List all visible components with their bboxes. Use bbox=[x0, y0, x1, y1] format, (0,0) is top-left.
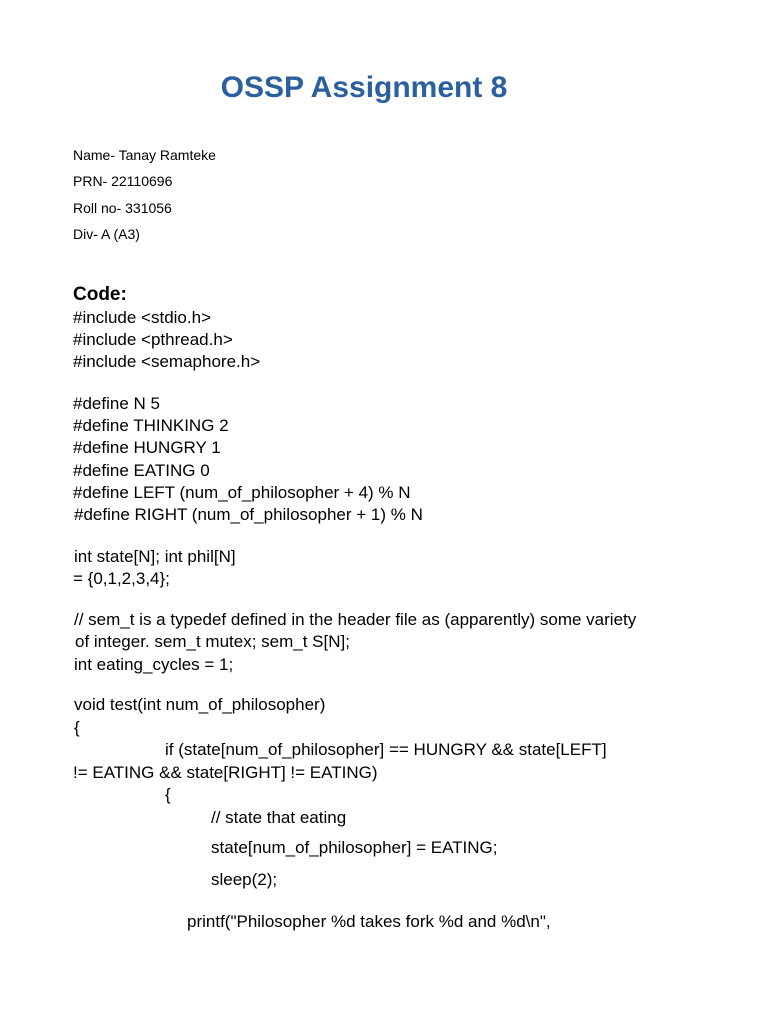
student-roll-number: Roll no- 331056 bbox=[73, 200, 172, 216]
code-line: #define HUNGRY 1 bbox=[73, 438, 221, 457]
code-heading: Code: bbox=[73, 284, 127, 305]
code-line: int eating_cycles = 1; bbox=[74, 655, 234, 674]
code-line: #include <stdio.h> bbox=[73, 308, 211, 327]
code-line: sleep(2); bbox=[211, 870, 278, 889]
code-line: #define LEFT (num_of_philosopher + 4) % N bbox=[73, 483, 411, 502]
code-line: #define RIGHT (num_of_philosopher + 1) % N bbox=[74, 505, 423, 524]
code-line: printf("Philosopher %d takes fork %d and %d\n", bbox=[187, 912, 551, 931]
code-line: #define N 5 bbox=[73, 394, 160, 413]
code-line: != EATING && state[RIGHT] != EATING) bbox=[73, 763, 378, 782]
document-title: OSSP Assignment 8 bbox=[220, 71, 508, 104]
code-line: if (state[num_of_philosopher] == HUNGRY && state[LEFT] bbox=[165, 740, 607, 759]
code-line: of integer. sem_t mutex; sem_t S[N]; bbox=[75, 632, 350, 651]
code-line: void test(int num_of_philosopher) bbox=[74, 695, 326, 714]
code-line: = {0,1,2,3,4}; bbox=[73, 569, 170, 588]
code-line: #define EATING 0 bbox=[73, 461, 210, 480]
student-name: Name- Tanay Ramteke bbox=[73, 147, 216, 163]
code-line: state[num_of_philosopher] = EATING; bbox=[211, 838, 498, 857]
code-line: { bbox=[74, 718, 80, 737]
student-prn: PRN- 22110696 bbox=[73, 173, 173, 189]
code-line: #include <semaphore.h> bbox=[73, 352, 261, 371]
code-line: // state that eating bbox=[211, 808, 347, 827]
code-line: int state[N]; int phil[N] bbox=[74, 547, 236, 566]
code-line: { bbox=[165, 785, 171, 804]
code-line: #define THINKING 2 bbox=[73, 416, 229, 435]
student-division: Div- A (A3) bbox=[73, 226, 140, 242]
code-line: #include <pthread.h> bbox=[73, 330, 233, 349]
code-line: // sem_t is a typedef defined in the header file as (apparently) some variety bbox=[74, 610, 637, 629]
